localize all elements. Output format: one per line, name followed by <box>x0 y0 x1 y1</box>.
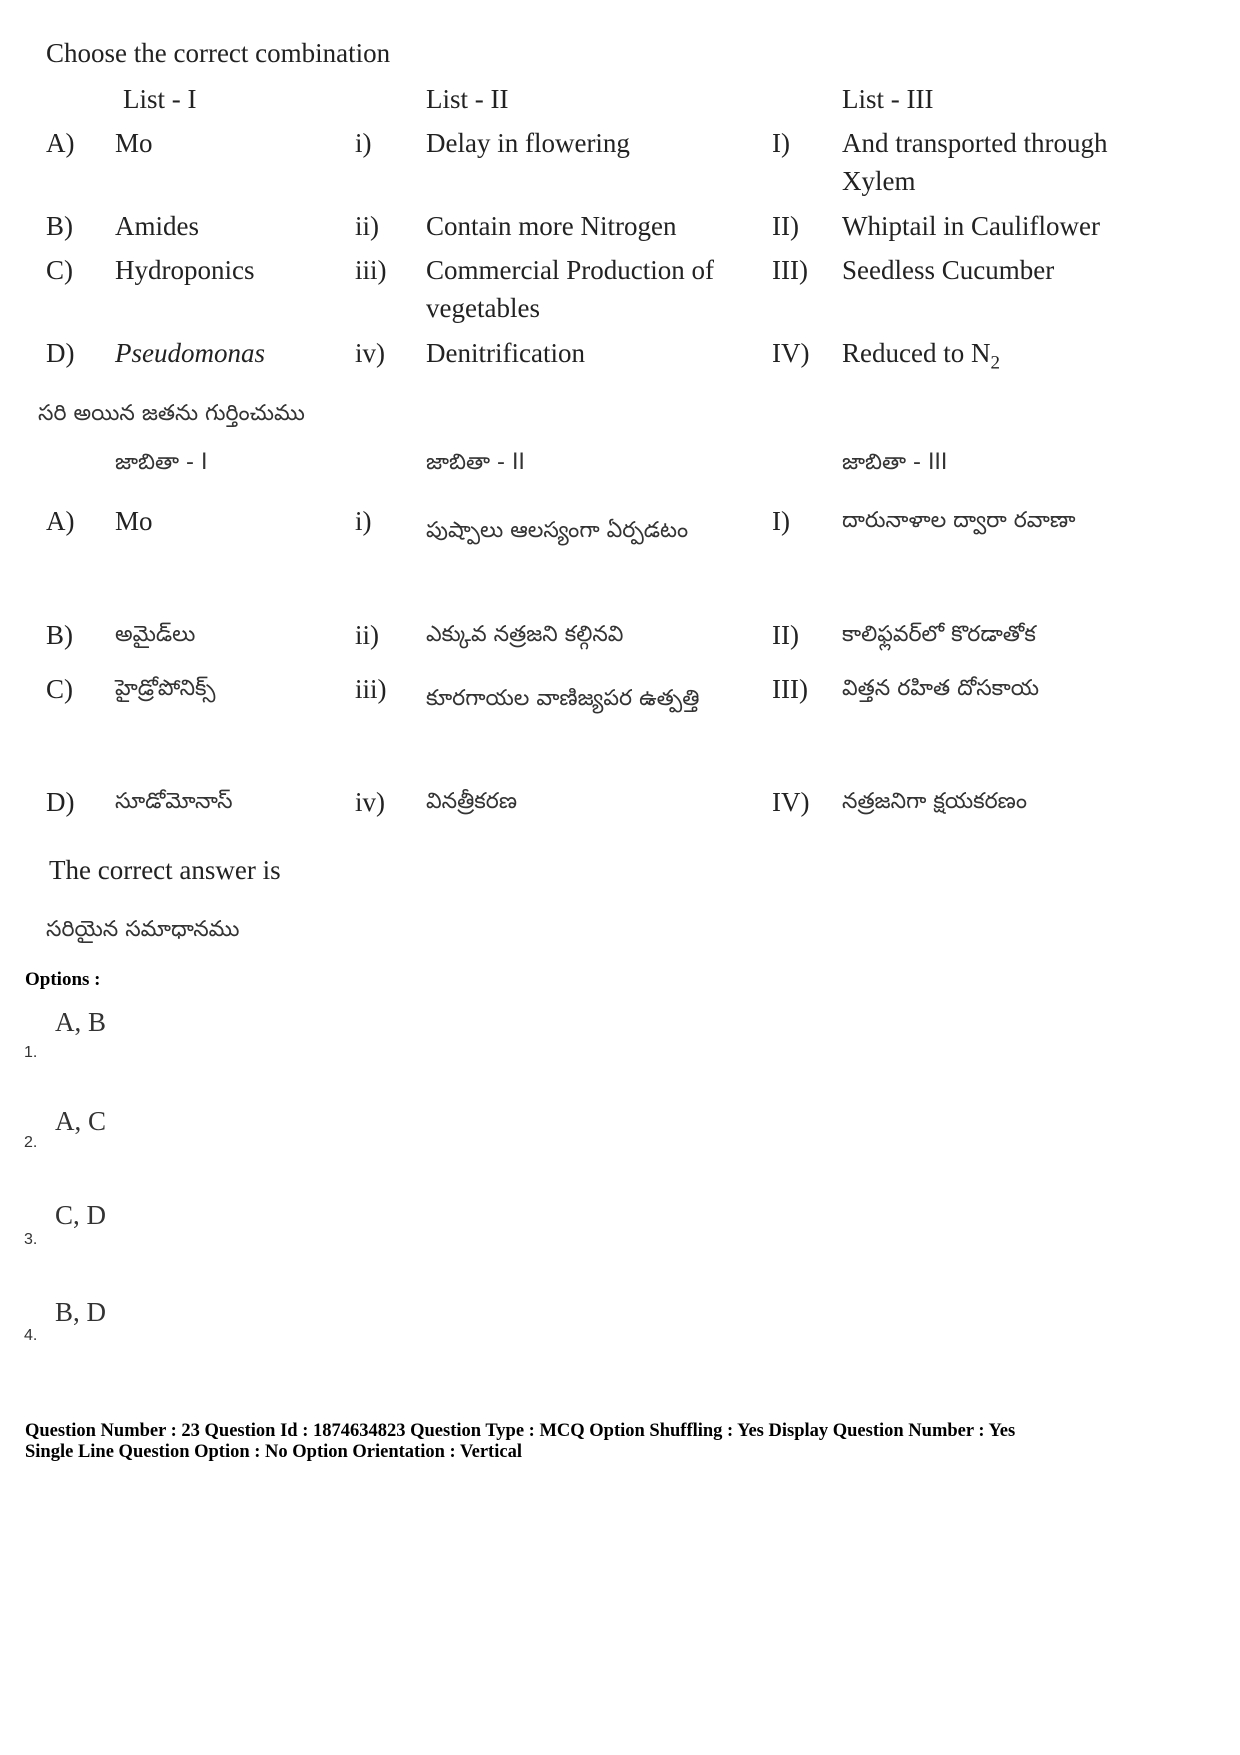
te-list3-label-IV: IV) <box>772 787 810 817</box>
list-header-1: List - I <box>123 84 197 114</box>
te-list1-item-d: సూడోమోనాస్ <box>115 789 233 814</box>
list2-label-ii: ii) <box>355 211 379 241</box>
te-list3-item-II: కాలిఫ్లవర్‌లో కొరడాతోక <box>842 622 1036 647</box>
te-list3-item-I: దారునాళాల ద్వారా రవాణా <box>842 508 1076 533</box>
question-prompt-te: సరి అయిన జతను గుర్తించుము <box>38 401 305 426</box>
list2-item-i: Delay in flowering <box>426 128 630 158</box>
list1-item-c: Hydroponics <box>115 255 255 285</box>
te-list1-item-c: హైడ్రోపోనిక్స్ <box>115 676 216 701</box>
option-number: 1. <box>24 1044 38 1061</box>
te-list3-item-IV: నత్రజనిగా క్షయకరణం <box>842 789 1027 814</box>
list2-item-iii: Commercial Production of vegetables <box>426 255 714 323</box>
list1-item-a: Mo <box>115 128 153 158</box>
te-row-label-b: B) <box>46 620 73 650</box>
list3-label-III: III) <box>772 255 808 285</box>
te-list3-label-III: III) <box>772 674 808 704</box>
option-text: A, B <box>55 1007 107 1037</box>
row-label-b: B) <box>46 211 73 241</box>
question-meta-line-2: Single Line Question Option : No Option Orientation : Vertical <box>25 1442 522 1462</box>
list2-item-iv: Denitrification <box>426 338 585 368</box>
row-label-a: A) <box>46 128 75 158</box>
list1-item-b: Amides <box>115 211 199 241</box>
row-label-d: D) <box>46 338 75 368</box>
te-list1-item-a: Mo <box>115 506 153 536</box>
options-label: Options : <box>25 969 101 990</box>
te-list2-label-iii: iii) <box>355 674 387 704</box>
te-list-header-3: జాబితా - III <box>842 450 948 475</box>
te-list2-label-ii: ii) <box>355 620 379 650</box>
te-list2-item-i: పుష్పాలు ఆలస్యంగా ఏర్పడటం <box>426 518 689 543</box>
list2-label-iv: iv) <box>355 338 385 368</box>
te-list2-item-iv: వినత్రీకరణ <box>426 789 517 814</box>
list3-label-II: II) <box>772 211 799 241</box>
te-row-label-a: A) <box>46 506 75 536</box>
list3-item-IV <box>842 334 1000 382</box>
te-list2-label-i: i) <box>355 506 372 536</box>
option-number: 3. <box>24 1231 38 1248</box>
answer-prompt-en: The correct answer is <box>49 855 281 885</box>
list3-item-II: Whiptail in Cauliflower <box>842 211 1100 241</box>
option-text: A, C <box>55 1106 107 1136</box>
list-header-3: List - III <box>842 84 934 114</box>
list3-label-I: I) <box>772 128 790 158</box>
option-text: B, D <box>55 1297 107 1327</box>
te-list3-label-I: I) <box>772 506 790 536</box>
te-row-label-d: D) <box>46 787 75 817</box>
te-list2-label-iv: iv) <box>355 787 385 817</box>
list3-item-III: Seedless Cucumber <box>842 255 1055 285</box>
option-number: 2. <box>24 1134 38 1151</box>
list3-item-IV-subscript: 2 <box>990 352 1000 374</box>
option-text: C, D <box>55 1200 107 1230</box>
te-list3-item-III: విత్తన రహిత దోసకాయ <box>842 676 1040 701</box>
te-list-header-2: జాబితా - II <box>426 450 525 475</box>
list2-label-iii: iii) <box>355 255 387 285</box>
answer-prompt-te: సరియైన సమాధానము <box>46 917 240 942</box>
option-number: 4. <box>24 1327 38 1344</box>
te-list3-label-II: II) <box>772 620 799 650</box>
question-meta-line-1: Question Number : 23 Question Id : 1874634823 Question Type : MCQ Option Shuffling : Yes Display Question Number : Yes <box>25 1421 1016 1441</box>
list3-label-IV: IV) <box>772 338 810 368</box>
te-list1-item-b: అమైడ్‌లు <box>115 622 196 647</box>
list2-item-ii: Contain more Nitrogen <box>426 211 677 241</box>
question-prompt-en: Choose the correct combination <box>46 38 391 68</box>
te-list-header-1: జాబితా - I <box>115 450 208 475</box>
list1-item-d: Pseudomonas <box>115 338 265 368</box>
list3-item-I: And transported through Xylem <box>842 128 1108 196</box>
te-list2-item-ii: ఎక్కువ నత్రజని కల్గినవి <box>426 622 624 647</box>
te-row-label-c: C) <box>46 674 73 704</box>
te-list2-item-iii: కూరగాయల వాణిజ్యపర ఉత్పత్తి <box>426 686 700 711</box>
list3-item-IV-text: Reduced to N <box>842 338 991 368</box>
list-header-2: List - II <box>426 84 509 114</box>
row-label-c: C) <box>46 255 73 285</box>
list2-label-i: i) <box>355 128 372 158</box>
